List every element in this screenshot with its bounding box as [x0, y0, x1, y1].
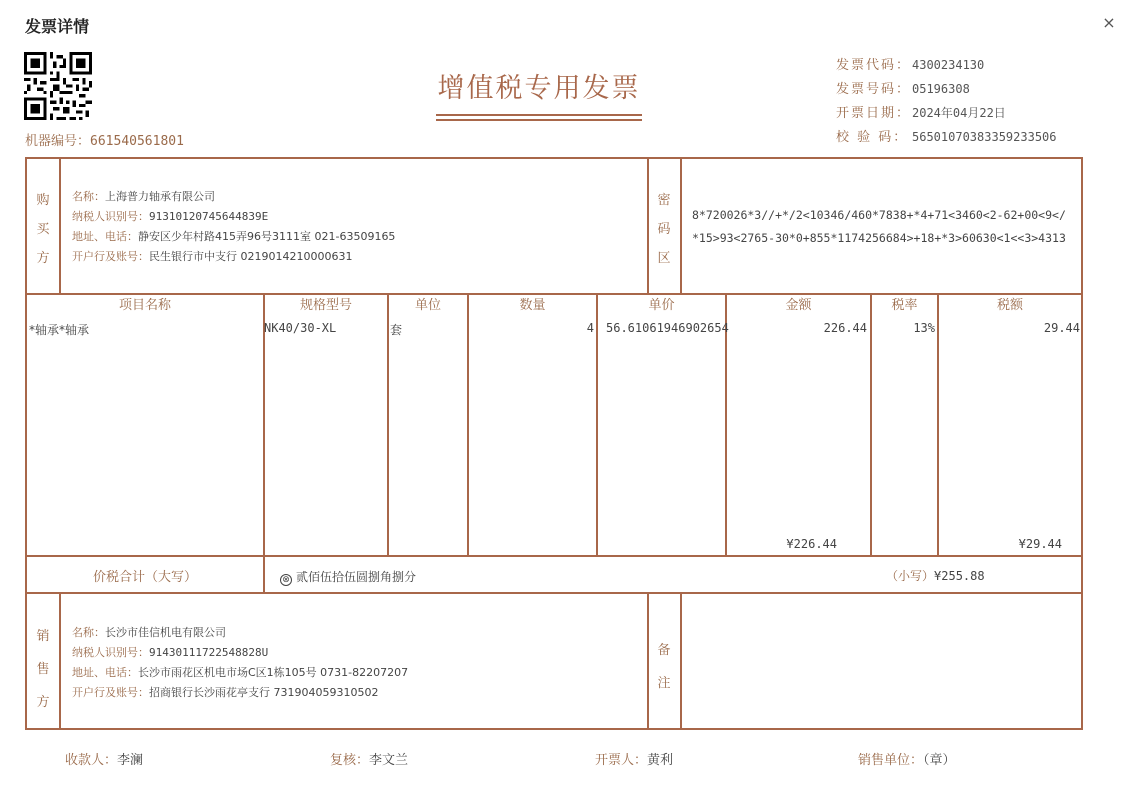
buyer-info: [72, 187, 395, 267]
title-underline: [436, 114, 642, 116]
remark-side-label: 备 注: [657, 643, 671, 691]
divider: [59, 157, 61, 294]
header-tax-rate: 税率: [891, 298, 918, 313]
invoice-meta: [836, 55, 1057, 151]
item-unit-price: 56.61061946902654: [606, 321, 729, 335]
item-unit: 套: [390, 323, 403, 337]
cross-circle-icon: ⊗: [280, 574, 292, 586]
cipher-line: 8*720026*3//+*/2<10346/460*7838+*4+71<3460<2-62+00<9</: [692, 208, 1066, 222]
machine-label: 机器编号：: [25, 134, 91, 149]
total-capital-text: 贰佰伍拾伍圆捌角捌分: [296, 570, 417, 584]
header-tax-amount: 税额: [996, 298, 1023, 313]
invoice-date-row: 开票日期：2024年04月22日: [836, 106, 1006, 121]
check-code-row: 校 验 码： 56501070383359233506: [836, 130, 1057, 145]
invoice-number-row: 发票号码：05196308: [836, 82, 970, 97]
title-underline: [436, 119, 642, 121]
divider: [25, 555, 1083, 557]
total-capital: [280, 568, 416, 586]
sum-tax: ¥29.44: [1018, 537, 1062, 551]
invoice-code-row: 发票代码：4300234130: [836, 58, 985, 73]
divider: [680, 157, 682, 294]
buyer-address-row: 地址、电话：静安区少年村路415弄96号3111室 021-63509165: [72, 230, 396, 243]
header-amount: 金额: [785, 298, 812, 313]
total-label: 价税合计（大写）: [92, 570, 197, 585]
divider: [25, 293, 1083, 295]
signature-reviewer: 复核：李文兰: [330, 753, 409, 768]
signature-seller-unit: 销售单位：（章）: [858, 753, 956, 768]
seller-name-row: 名称：长沙市佳信机电有限公司: [72, 626, 226, 639]
cipher-side-label: 密 码 区: [657, 193, 671, 266]
item-tax-rate: 13%: [913, 321, 935, 335]
close-icon[interactable]: ×: [1102, 13, 1116, 32]
sum-amount: ¥226.44: [786, 537, 837, 551]
header-unit: 单位: [414, 298, 441, 313]
buyer-name-row: 名称：上海普力轴承有限公司: [72, 190, 215, 203]
divider: [25, 592, 1083, 594]
divider: [596, 294, 598, 556]
divider: [263, 294, 265, 594]
buyer-taxid-row: 纳税人识别号：91310120745644839E: [72, 210, 269, 223]
dialog-title: 发票详情: [25, 17, 90, 36]
divider: [59, 593, 61, 730]
buyer-side-label: 购 买 方: [36, 193, 50, 266]
item-name: *轴承*轴承: [29, 323, 90, 337]
header-unit-price: 单价: [648, 298, 675, 313]
signature-payee: 收款人：李澜: [65, 753, 144, 768]
seller-taxid-row: 纳税人识别号：91430111722548828U: [72, 646, 269, 659]
divider: [680, 593, 682, 730]
machine-number: [25, 130, 184, 149]
header-item-name: 项目名称: [118, 298, 171, 313]
signature-drawer: 开票人：黄利: [595, 753, 674, 768]
seller-address-row: 地址、电话：长沙市雨花区机电市场C区1栋105号 0731-82207207: [72, 666, 409, 679]
item-quantity: 4: [586, 321, 594, 335]
item-spec: NK40/30-XL: [264, 321, 337, 335]
cipher-line: *15>93<2765-30*0+855*1174256684>+18+*3>60630<1<<3>4313: [692, 231, 1066, 245]
total-small: （小写）¥255.88: [886, 569, 985, 583]
header-quantity: 数量: [519, 298, 546, 313]
invoice-title: 增值税专用发票: [437, 73, 641, 104]
item-tax-amount: 29.44: [1043, 321, 1080, 335]
seller-info: [72, 623, 408, 703]
qr-code-icon: [24, 52, 92, 120]
seller-bank-row: 开户行及账号：招商银行长沙雨花亭支行 731904059310502: [72, 686, 379, 699]
buyer-bank-row: 开户行及账号：民生银行市中支行 0219014210000631: [72, 250, 353, 263]
machine-value: 661540561801: [90, 134, 184, 149]
cipher-area: [692, 204, 1066, 250]
item-amount: 226.44: [823, 321, 867, 335]
header-spec: 规格型号: [299, 298, 352, 313]
seller-side-label: 销 售 方: [36, 629, 50, 710]
divider: [387, 294, 389, 556]
